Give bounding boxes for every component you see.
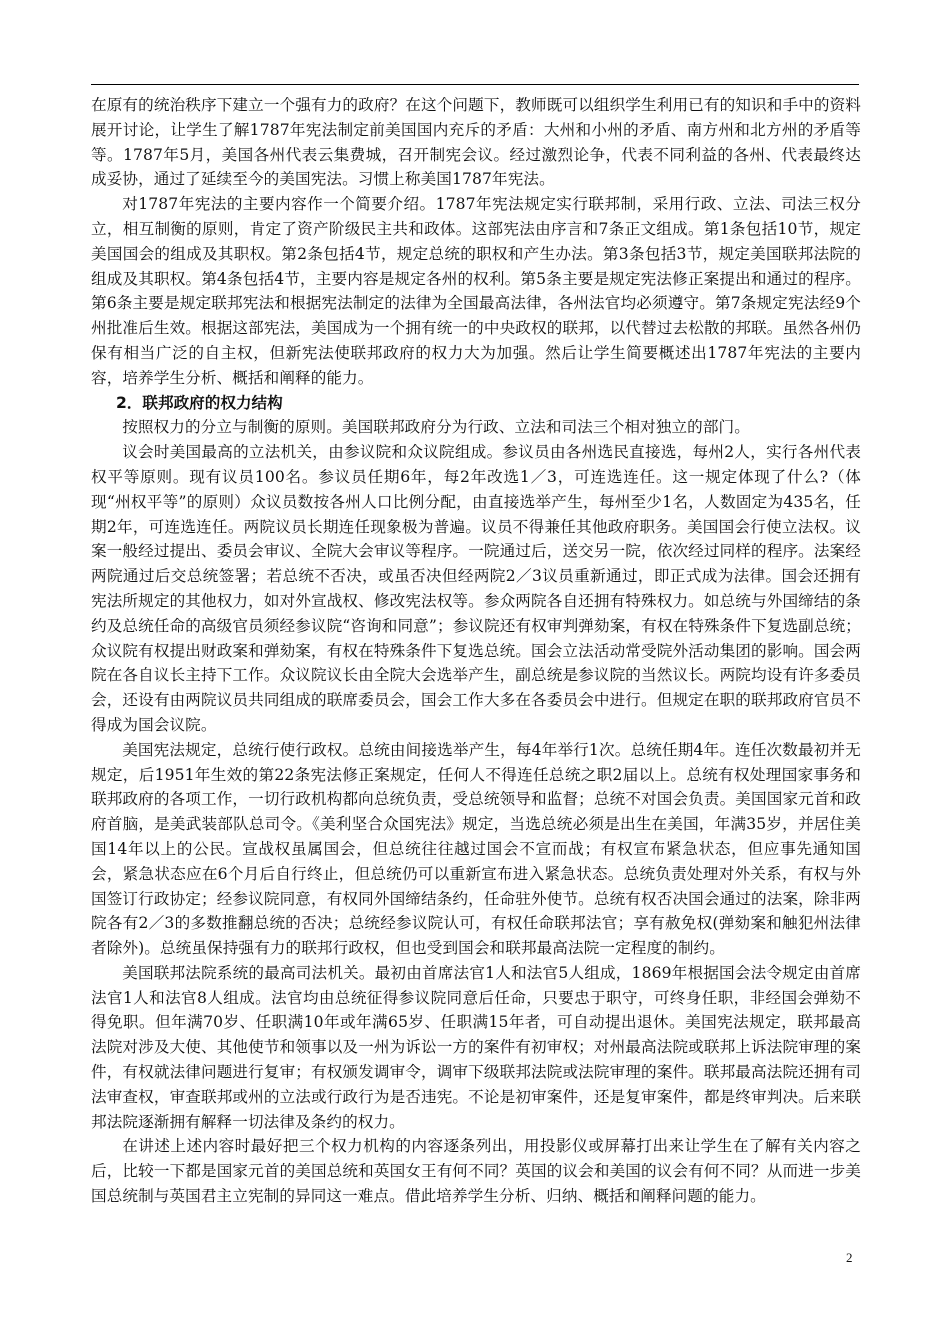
paragraph-separation-of-powers: 按照权力的分立与制衡的原则。美国联邦政府分为行政、立法和司法三个相对独立的部门。 xyxy=(122,418,750,437)
body-text xyxy=(91,93,861,1209)
paragraph-congress: 议会时美国最高的立法机关，由参议院和众议院组成。参议员由各州选民直接选，每州2人，实行各州代表权平等原则。现有议员100名。参议员任期6年，每2年改选1／3，可连选连任。这一规定体现了什么?（体现“州权平等”的原则）众议员数按各州人口比例分配，由直接选举产生，每州至少1名，人数固定为435名，任期2年，可连选连任。两院议员长期连任现象极为普遍。议员不得兼任其他政府职务。美国国会行使立法权。议案一般经过提出、委员会审议、全院大会审议等程序。一院通过后，送交另一院，依次经过同样的程序。法案经两院通过后交总统签署；若总统不否决，或虽否决但经两院2／3议员重新通过，即正式成为法律。国会还拥有宪法所规定的其他权力，如对外宣战权、修改宪法权等。参众两院各自还拥有特殊权力。如总统与外国缔结的条约及总统任命的高级官员须经参议院“咨询和同意”；参议院还有权审判弹劾案，有权在特殊条件下复选副总统；众议院有权提出财政案和弹劾案，有权在特殊条件下复选总统。国会立法活动常受院外活动集团的影响。国会两院在各自议长主持下工作。众议院议长由全院大会选举产生，副总统是参议院的当然议长。两院均设有许多委员会，还设有由两院议员共同组成的联席委员会，国会工作大多在各委员会中进行。但规定在职的联邦政府官员不得成为国会议院。 xyxy=(91,443,861,734)
paragraph-teaching-note: 在讲述上述内容时最好把三个权力机构的内容逐条列出，用投影仪或屏幕打出来让学生在了解有关内容之后，比较一下都是国家元首的美国总统和英国女王有何不同？英国的议会和美国的议会有何不同？从而进一步美国总统制与英国君主立宪制的异同这一难点。借此培养学生分析、归纳、概括和阐释问题的能力。 xyxy=(91,1137,861,1206)
section-heading: 2．联邦政府的权力结构 xyxy=(115,393,283,412)
paragraph-supreme-court: 美国联邦法院系统的最高司法机关。最初由首席法官1人和法官5人组成，1869年根据国会法令规定由首席法官1人和法官8人组成。法官均由总统征得参议院同意后任命，只要忠于职守，可终身任职，非经国会弹劾不得免职。但年满70岁、任职满10年或年满65岁、任职满15年者，可自动提出退休。美国宪法规定，联邦最高法院对涉及大使、其他使节和领事以及一州为诉讼一方的案件有初审权；对州最高法院或联邦上诉法院审理的案件，有权就法律问题进行复审；有权颁发调审令，调审下级联邦法院或法院审理的案件。联邦最高法院还拥有司法审查权，审查联邦或州的立法或行政行为是否违宪。不论是初审案件，还是复审案件，都是终审判决。后来联邦法院逐渐拥有解释一切法律及条约的权力。 xyxy=(91,963,861,1131)
page-number: 2 xyxy=(846,1250,853,1265)
paragraph-constitution-content: 对1787年宪法的主要内容作一个简要介绍。1787年宪法规定实行联邦制，采用行政、立法、司法三权分立，相互制衡的原则，肯定了资产阶级民主共和政体。这部宪法由序言和7条正文组成。第1条包括10节，规定美国国会的组成及其职权。第2条包括4节，规定总统的职权和产生办法。第3条包括3节，规定美国联邦法院的组成及其职权。第4条包括4节，主要内容是规定各州的权利。第5条主要是规定宪法修正案提出和通过的程序。第6条主要是规定联邦宪法和根据宪法制定的法律为全国最高法律，各州法官均必须遵守。第7条规定宪法经9个州批准后生效。根据这部宪法，美国成为一个拥有统一的中央政权的联邦，以代替过去松散的邦联。虽然各州仍保有相当广泛的自主权，但新宪法使联邦政府的权力大为加强。然后让学生简要概述出1787年宪法的主要内容，培养学生分析、概括和阐释的能力。 xyxy=(91,195,861,387)
paragraph-constitution-background: 在原有的统治秩序下建立一个强有力的政府？在这个问题下，教师既可以组织学生利用已有的知识和手中的资料展开讨论，让学生了解1787年宪法制定前美国国内充斥的矛盾：大州和小州的矛盾、南方州和北方州的矛盾等等。1787年5月，美国各州代表云集费城，召开制宪会议。经过激烈论争，代表不同利益的各州、代表最终达成妥协，通过了延续至今的美国宪法。习惯上称美国1787年宪法。 xyxy=(91,96,861,189)
header-rule xyxy=(91,84,859,85)
paragraph-president: 美国宪法规定，总统行使行政权。总统由间接选举产生，每4年举行1次。总统任期4年。连任次数最初并无规定，后1951年生效的第22条宪法修正案规定，任何人不得连任总统之职2届以上。总统有权处理国家事务和联邦政府的各项工作，一切行政机构都向总统负责，受总统领导和监督；总统不对国会负责。美国国家元首和政府首脑，是美武装部队总司令。《美利坚合众国宪法》规定，当选总统必须是出生在美国，年满35岁，并居住美国14年以上的公民。宣战权虽属国会，但总统往往越过国会不宣而战；有权宣布紧急状态，但应事先通知国会，紧急状态应在6个月后自行终止，但总统仍可以重新宣布进入紧急状态。总统负责处理对外关系，有权与外国签订行政协定；经参议院同意，有权同外国缔结条约，任命驻外使节。总统有权否决国会通过的法案，除非两院各有2／3的多数推翻总统的否决；总统经参议院认可，有权任命联邦法官；享有赦免权(弹劾案和触犯州法律者除外)。总统虽保持强有力的联邦行政权，但也受到国会和联邦最高法院一定程度的制约。 xyxy=(91,740,861,958)
